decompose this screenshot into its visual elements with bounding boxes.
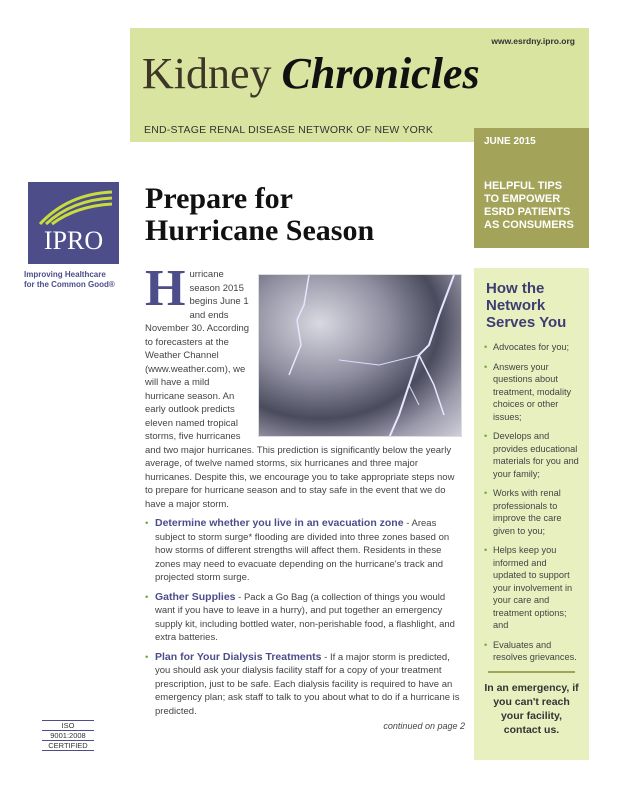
tip-item bbox=[145, 517, 465, 585]
divider bbox=[42, 750, 94, 751]
issue-box bbox=[474, 128, 589, 248]
tip-lead: Gather Supplies bbox=[155, 590, 236, 603]
issue-tagline bbox=[484, 180, 574, 232]
intro-paragraph: urricane season 2015 begins June 1 and ends November 30. According to forecasters at the Weather Channel (www.weather.com), we will have a mild hurricane season. An early outlook predicts eleven named tropical storms, five hurricanes and two major hurricanes. This prediction is significantly below the yearly average, of twelve named storms, six hurricanes and three major hurricanes. Despite this, we encourage you to take appropriate steps now to prepare for hurricane season and to stay safe in the event that we do have a major storm. bbox=[145, 269, 455, 510]
tagline-line-2: for the Common Good® bbox=[24, 280, 115, 289]
service-item: • Advocates for you; bbox=[484, 341, 579, 354]
tagline-line: AS CONSUMERS bbox=[484, 219, 574, 231]
service-item: • Evaluates and resolves grievances. bbox=[484, 639, 579, 664]
iso-label: ISO bbox=[61, 721, 75, 730]
service-item: • Works with renal professionals to improve the care given to you; bbox=[484, 487, 579, 537]
emergency-note: In an emergency, if you can't reach your facility, contact us. bbox=[484, 681, 579, 736]
service-item: • Answers your questions about treatment, modality choices or other issues; bbox=[484, 361, 579, 424]
iso-standard: 9001:2008 bbox=[50, 731, 86, 740]
title-part-1: Kidney bbox=[142, 49, 272, 98]
lightning-icon bbox=[259, 275, 462, 437]
ipro-logo bbox=[28, 182, 119, 264]
tip-item bbox=[145, 651, 465, 719]
sidebar-heading: How the Network Serves You bbox=[486, 280, 567, 331]
tagline-line: TO EMPOWER bbox=[484, 193, 561, 205]
tagline-line: ESRD PATIENTS bbox=[484, 206, 571, 218]
title-part-2: Chronicles bbox=[281, 49, 480, 98]
tip-text: - Areas subject to storm surge* flooding are divided into three zones based on how storms of different strengths will affect them. Residents in these zones may need to evacuate depending on the hurricane's track and projected storm surge. bbox=[155, 518, 450, 583]
swoosh-icon bbox=[38, 186, 113, 226]
logo-tagline bbox=[24, 270, 115, 290]
headline-line-2: Hurricane Season bbox=[145, 214, 375, 247]
storm-photo bbox=[258, 274, 462, 437]
tip-text: - Pack a Go Bag (a collection of things you would want if you have to leave in a hurry), and put together an emergency supply kit, including bottled water, non-perishable food, a flashlight, and extra batteries. bbox=[155, 591, 455, 643]
tip-text: - If a major storm is predicted, you should ask your dialysis facility staff for a copy of your treatment prescription, just to be safe. Each dialysis facility is required to have an emergency plan; ask staff to talk to you about what to do if a hurricane is predicted. bbox=[155, 651, 460, 717]
tips-list bbox=[145, 517, 465, 718]
iso-certification bbox=[42, 720, 94, 751]
issue-date: JUNE 2015 bbox=[484, 136, 536, 147]
newsletter-title bbox=[142, 49, 480, 98]
iso-certified: CERTIFIED bbox=[48, 741, 88, 750]
logo-name: IPRO bbox=[43, 226, 104, 255]
masthead bbox=[130, 28, 589, 142]
tip-lead: Determine whether you live in an evacuation zone bbox=[155, 517, 404, 529]
network-subtitle: END-STAGE RENAL DISEASE NETWORK OF NEW YORK bbox=[144, 124, 434, 136]
continued-link[interactable]: continued on page 2 bbox=[383, 721, 465, 731]
service-item: • Develops and provides educational materials for you and your family; bbox=[484, 430, 579, 480]
service-item: • Helps keep you informed and updated to support your involvement in your care and treatment options; and bbox=[484, 544, 579, 632]
article-body bbox=[145, 260, 465, 734]
drop-cap: H bbox=[145, 260, 186, 317]
services-list bbox=[484, 341, 579, 664]
website-url[interactable]: www.esrdny.ipro.org bbox=[491, 36, 575, 46]
network-sidebar bbox=[474, 268, 589, 760]
tip-lead: Plan for Your Dialysis Treatments bbox=[155, 650, 322, 663]
tagline-line: HELPFUL TIPS bbox=[484, 180, 563, 192]
headline-line-1: Prepare for bbox=[145, 182, 293, 215]
sidebar-divider bbox=[488, 671, 575, 673]
tip-item bbox=[145, 591, 465, 645]
tagline-line-1: Improving Healthcare bbox=[24, 270, 106, 279]
article-headline bbox=[145, 183, 374, 247]
